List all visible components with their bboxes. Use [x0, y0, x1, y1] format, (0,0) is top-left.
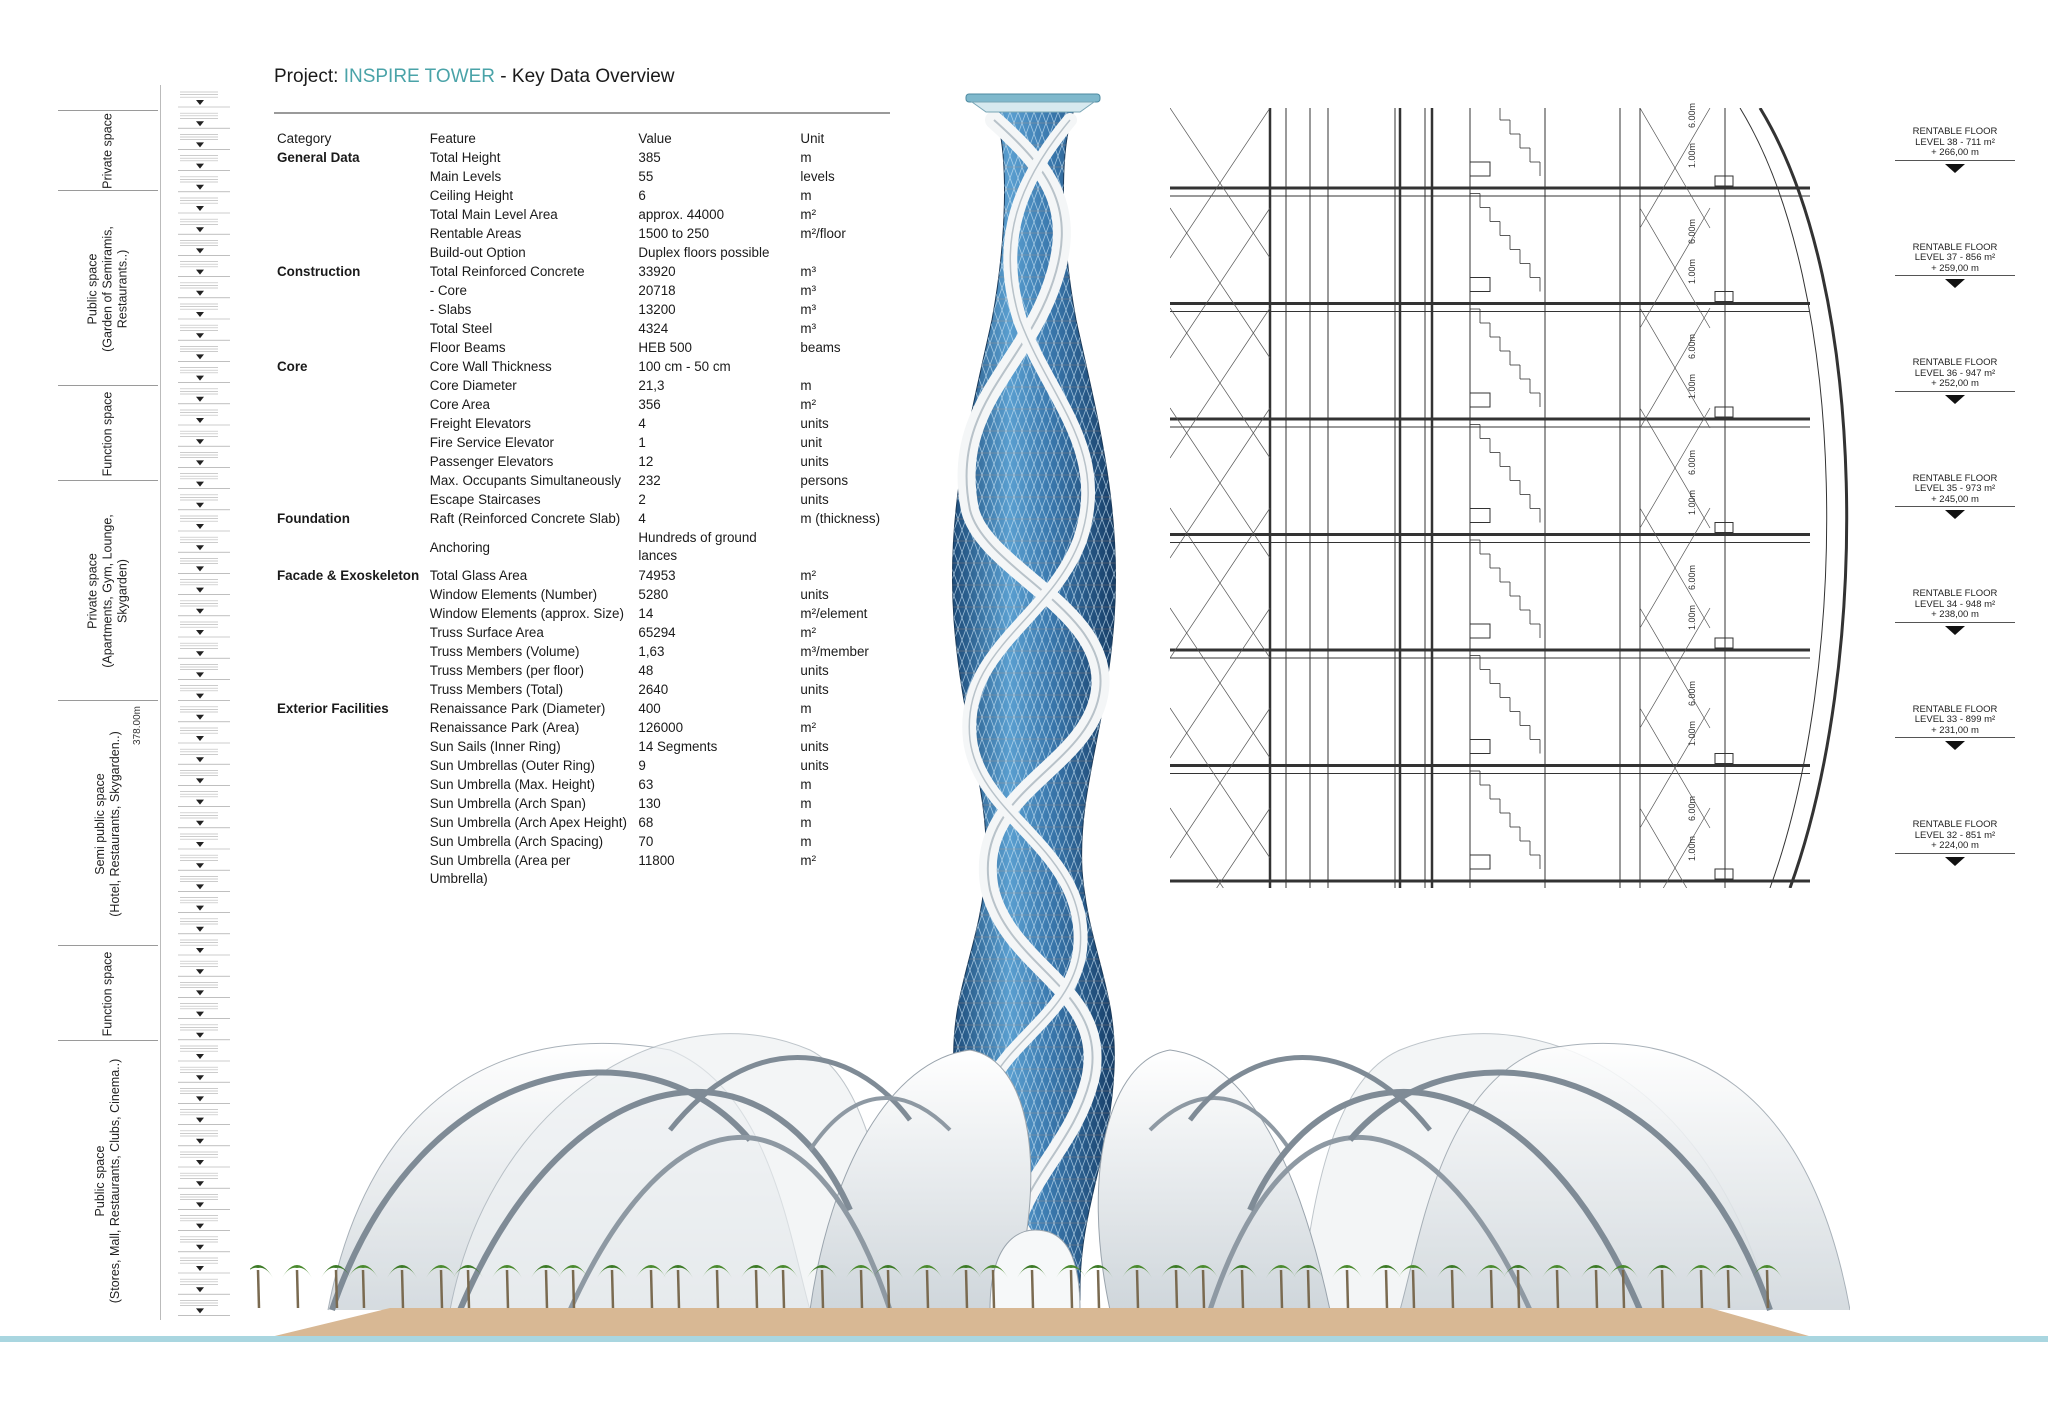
- rentable-floor-line3: + 231,00 m: [1931, 724, 1979, 736]
- row-unit: m²: [800, 853, 817, 868]
- title-prefix: Project:: [274, 66, 344, 87]
- rentable-floor-line1: RENTABLE FLOOR: [1912, 703, 1998, 715]
- row-value: 356: [638, 397, 661, 412]
- row-unit: levels: [800, 169, 835, 184]
- row-unit: m³: [800, 283, 817, 298]
- level-ruler: [160, 85, 230, 1320]
- row-value: 21,3: [638, 378, 665, 393]
- row-feature: Window Elements (Number): [429, 587, 598, 602]
- zone-label: Private space: [100, 113, 115, 189]
- row-feature: Truss Surface Area: [429, 625, 544, 640]
- column-header-value: Value: [638, 131, 672, 146]
- row-feature: Ceiling Height: [429, 188, 514, 203]
- dimension-label: 1.00m: [1687, 489, 1697, 515]
- row-feature: Sun Sails (Inner Ring): [429, 739, 561, 754]
- height-dimension-label: 378.00m: [131, 706, 143, 745]
- row-feature: - Core: [429, 283, 467, 298]
- row-unit: units: [800, 682, 829, 697]
- zone-block: [58, 945, 158, 1041]
- rentable-floor-line2: LEVEL 32 - 851 m²: [1914, 829, 1996, 841]
- row-feature: Anchoring: [429, 540, 491, 555]
- row-feature: Fire Service Elevator: [429, 435, 554, 450]
- row-feature: Total Main Level Area: [429, 207, 558, 222]
- dimension-label: 1.00m: [1687, 373, 1697, 399]
- dimension-label: 6.00m: [1687, 680, 1697, 706]
- row-category: Facade & Exoskeleton: [277, 568, 420, 583]
- row-value: 232: [638, 473, 661, 488]
- row-value: 14 Segments: [638, 739, 718, 754]
- rentable-floor-line1: RENTABLE FLOOR: [1912, 357, 1998, 368]
- rentable-floor-line1: RENTABLE FLOOR: [1912, 819, 1998, 830]
- row-value: 6: [638, 188, 646, 203]
- row-value: 400: [638, 701, 661, 716]
- row-value: HEB 500: [638, 340, 692, 355]
- zone-label: Semi public space (Hotel, Restaurants, Skygarden..): [93, 730, 122, 917]
- row-value: 130: [638, 796, 661, 811]
- row-value: 100 cm - 50 cm: [638, 359, 731, 374]
- row-feature: Core Diameter: [429, 378, 517, 393]
- zone-block: [58, 190, 158, 386]
- row-unit: m³: [800, 302, 817, 317]
- row-unit: m²: [800, 720, 817, 735]
- row-unit: m: [800, 378, 812, 393]
- level-ruler-graphic: [160, 85, 230, 1320]
- row-feature: Sun Umbrella (Area per Umbrella): [429, 853, 571, 886]
- row-feature: Sun Umbrella (Arch Span): [429, 796, 586, 811]
- row-unit: m (thickness): [800, 511, 881, 526]
- row-feature: Build-out Option: [429, 245, 526, 260]
- row-value: 4: [638, 511, 646, 526]
- rentable-floor-line3: + 238,00 m: [1931, 609, 1979, 620]
- rentable-floor-line3: + 224,00 m: [1931, 840, 1979, 851]
- zoning-column: [58, 110, 158, 1320]
- row-value: 4: [638, 416, 646, 431]
- level-marker-icon: [1945, 741, 1965, 750]
- row-feature: Truss Members (Volume): [429, 644, 580, 659]
- rentable-floor-line3: + 245,00 m: [1931, 493, 1979, 505]
- row-value: 63: [638, 777, 654, 792]
- rentable-floor-line2: LEVEL 34 - 948 m²: [1914, 598, 1996, 610]
- water-line: [0, 1330, 2048, 1346]
- rentable-floor-line1: RENTABLE FLOOR: [1912, 126, 1998, 137]
- row-unit: m²: [800, 568, 817, 583]
- level-line: [1895, 391, 2015, 392]
- row-unit: unit: [800, 435, 823, 450]
- dimension-label: 1.00m: [1687, 720, 1697, 746]
- row-unit: m³/member: [800, 644, 869, 659]
- row-feature: Max. Occupants Simultaneously: [429, 473, 621, 488]
- palm-tree: [282, 1265, 312, 1308]
- zone-block: [58, 700, 158, 946]
- rentable-floor-tag: [1895, 474, 2015, 520]
- row-category: Construction: [277, 264, 361, 279]
- row-value: 5280: [638, 587, 669, 602]
- zone-block: [58, 1040, 158, 1321]
- title-project-name: INSPIRE TOWER: [343, 66, 496, 87]
- row-value: 11800: [638, 853, 675, 868]
- row-value: 70: [638, 834, 654, 849]
- rentable-floor-tag: [1895, 127, 2015, 173]
- zone-block: [58, 110, 158, 191]
- row-feature: Core Area: [429, 397, 490, 412]
- row-unit: m²/element: [800, 606, 868, 621]
- rentable-floor-line2: LEVEL 37 - 856 m²: [1914, 252, 1996, 263]
- zone-block: [58, 385, 158, 481]
- row-feature: Window Elements (approx. Size): [429, 606, 624, 621]
- row-value: 2: [638, 492, 646, 507]
- row-feature: Total Reinforced Concrete: [429, 264, 585, 279]
- level-line: [1895, 160, 2015, 161]
- rentable-floor-line2: LEVEL 36 - 947 m²: [1914, 367, 1996, 379]
- row-feature: Renaissance Park (Area): [429, 720, 580, 735]
- row-unit: m³: [800, 321, 817, 336]
- row-feature: Floor Beams: [429, 340, 506, 355]
- column-header-unit: Unit: [800, 131, 825, 146]
- row-unit: m: [800, 796, 812, 811]
- level-line: [1895, 275, 2015, 276]
- row-feature: Freight Elevators: [429, 416, 531, 431]
- dimension-label: 6.00m: [1687, 333, 1697, 359]
- row-feature: Rentable Areas: [429, 226, 522, 241]
- row-category: Core: [277, 359, 308, 374]
- row-feature: Core Wall Thickness: [429, 359, 552, 374]
- rentable-floor-tag: [1895, 243, 2015, 289]
- rentable-floor-line1: RENTABLE FLOOR: [1912, 472, 1998, 484]
- row-unit: m: [800, 815, 812, 830]
- row-unit: units: [800, 758, 829, 773]
- row-value: 12: [638, 454, 654, 469]
- row-value: 68: [638, 815, 654, 830]
- row-value: Duplex floors possible: [638, 245, 770, 260]
- row-value: 2640: [638, 682, 669, 697]
- row-value: 4324: [638, 321, 669, 336]
- row-feature: Escape Staircases: [429, 492, 541, 507]
- level-marker-icon: [1945, 510, 1965, 519]
- level-marker-icon: [1945, 164, 1965, 173]
- level-marker-icon: [1945, 857, 1965, 866]
- row-feature: Main Levels: [429, 169, 502, 184]
- row-feature: Renaissance Park (Diameter): [429, 701, 606, 716]
- level-line: [1895, 853, 2015, 854]
- row-unit: units: [800, 739, 829, 754]
- row-unit: units: [800, 454, 829, 469]
- row-value: approx. 44000: [638, 207, 725, 222]
- row-value: 48: [638, 663, 654, 678]
- tower-crown: [966, 94, 1100, 112]
- rentable-floor-line3: + 266,00 m: [1931, 147, 1979, 158]
- zone-label: Function space: [100, 951, 115, 1036]
- row-feature: Truss Members (per floor): [429, 663, 584, 678]
- row-value: 55: [638, 169, 654, 184]
- row-feature: Sun Umbrellas (Outer Ring): [429, 758, 595, 773]
- row-value: 1,63: [638, 644, 665, 659]
- dimension-label: 1.00m: [1687, 835, 1697, 861]
- level-line: [1895, 506, 2015, 507]
- row-value: 74953: [638, 568, 676, 583]
- row-unit: m: [800, 834, 812, 849]
- rentable-floor-line3: + 259,00 m: [1931, 262, 1979, 274]
- row-unit: units: [800, 492, 829, 507]
- rentable-floor-tag: [1895, 358, 2015, 404]
- zone-label: Function space: [100, 391, 115, 476]
- row-value: Hundreds of ground lances: [638, 530, 757, 563]
- rentable-floor-tag: [1895, 820, 2015, 866]
- row-unit: m²: [800, 397, 817, 412]
- row-value: 14: [638, 606, 654, 621]
- rentable-floor-line1: RENTABLE FLOOR: [1912, 241, 1998, 253]
- row-unit: persons: [800, 473, 849, 488]
- zone-label: Public space (Garden of Semiramis, Restaurants..): [85, 225, 130, 352]
- row-value: 65294: [638, 625, 676, 640]
- row-unit: m: [800, 777, 812, 792]
- row-value: 20718: [638, 283, 676, 298]
- row-value: 33920: [638, 264, 676, 279]
- dimension-label: 6.00m: [1687, 795, 1697, 821]
- dimension-label: 6.00m: [1687, 564, 1697, 590]
- column-header-feature: Feature: [429, 131, 476, 146]
- zone-label: Private space (Apartments, Gym, Lounge, Skygarden): [85, 514, 130, 668]
- row-feature: Total Steel: [429, 321, 493, 336]
- rentable-floor-tag: [1895, 589, 2015, 635]
- row-value: 13200: [638, 302, 676, 317]
- row-unit: m²: [800, 625, 817, 640]
- row-value: 385: [638, 150, 661, 165]
- dimension-label: 1.00m: [1687, 258, 1697, 284]
- row-unit: m³: [800, 264, 817, 279]
- level-line: [1895, 622, 2015, 623]
- row-feature: Total Height: [429, 150, 501, 165]
- level-marker-icon: [1945, 395, 1965, 404]
- rentable-floor-line1: RENTABLE FLOOR: [1912, 588, 1998, 599]
- row-unit: units: [800, 663, 829, 678]
- row-unit: m²/floor: [800, 226, 846, 241]
- row-unit: units: [800, 587, 829, 602]
- row-unit: m: [800, 150, 812, 165]
- column-header-category: Category: [277, 131, 332, 146]
- row-value: 1: [638, 435, 646, 450]
- dimension-label: 1.00m: [1687, 604, 1697, 630]
- page-title: [274, 66, 675, 88]
- level-marker-icon: [1945, 279, 1965, 288]
- row-value: 1500 to 250: [638, 226, 710, 241]
- row-feature: Raft (Reinforced Concrete Slab): [429, 511, 621, 526]
- rentable-floor-line2: LEVEL 33 - 899 m²: [1914, 714, 1996, 725]
- dimension-label: 6.00m: [1687, 102, 1697, 128]
- row-value: 126000: [638, 720, 684, 735]
- row-category: Foundation: [277, 511, 350, 526]
- row-unit: m²: [800, 207, 817, 222]
- level-marker-icon: [1945, 626, 1965, 635]
- row-unit: m: [800, 188, 812, 203]
- row-feature: Sun Umbrella (Arch Apex Height): [429, 815, 627, 830]
- row-unit: units: [800, 416, 829, 431]
- row-unit: m: [800, 701, 812, 716]
- row-value: 9: [638, 758, 646, 773]
- rentable-floor-line2: LEVEL 38 - 711 m²: [1915, 136, 1995, 148]
- zone-block: [58, 480, 158, 701]
- palm-tree: [250, 1265, 273, 1308]
- zone-label: Public space (Stores, Mall, Restaurants, Clubs, Cinema..): [93, 1058, 122, 1304]
- row-feature: Sun Umbrella (Arch Spacing): [429, 834, 604, 849]
- facade-section-drawing: [1170, 108, 1890, 888]
- row-feature: - Slabs: [429, 302, 472, 317]
- rentable-floor-tag: [1895, 705, 2015, 751]
- row-category: Exterior Facilities: [277, 701, 389, 716]
- row-feature: Total Glass Area: [429, 568, 528, 583]
- row-feature: Sun Umbrella (Max. Height): [429, 777, 595, 792]
- row-feature: Truss Members (Total): [429, 682, 564, 697]
- title-suffix: - Key Data Overview: [495, 66, 675, 87]
- dimension-label: 6.00m: [1687, 218, 1697, 244]
- level-line: [1895, 737, 2015, 738]
- rentable-floor-line2: LEVEL 35 - 973 m²: [1914, 483, 1996, 494]
- dimension-label: 1.00m: [1687, 142, 1697, 168]
- row-feature: Passenger Elevators: [429, 454, 554, 469]
- row-category: General Data: [277, 150, 360, 165]
- rentable-floor-line3: + 252,00 m: [1931, 378, 1979, 389]
- row-unit: beams: [800, 340, 841, 355]
- dimension-label: 6.00m: [1687, 449, 1697, 475]
